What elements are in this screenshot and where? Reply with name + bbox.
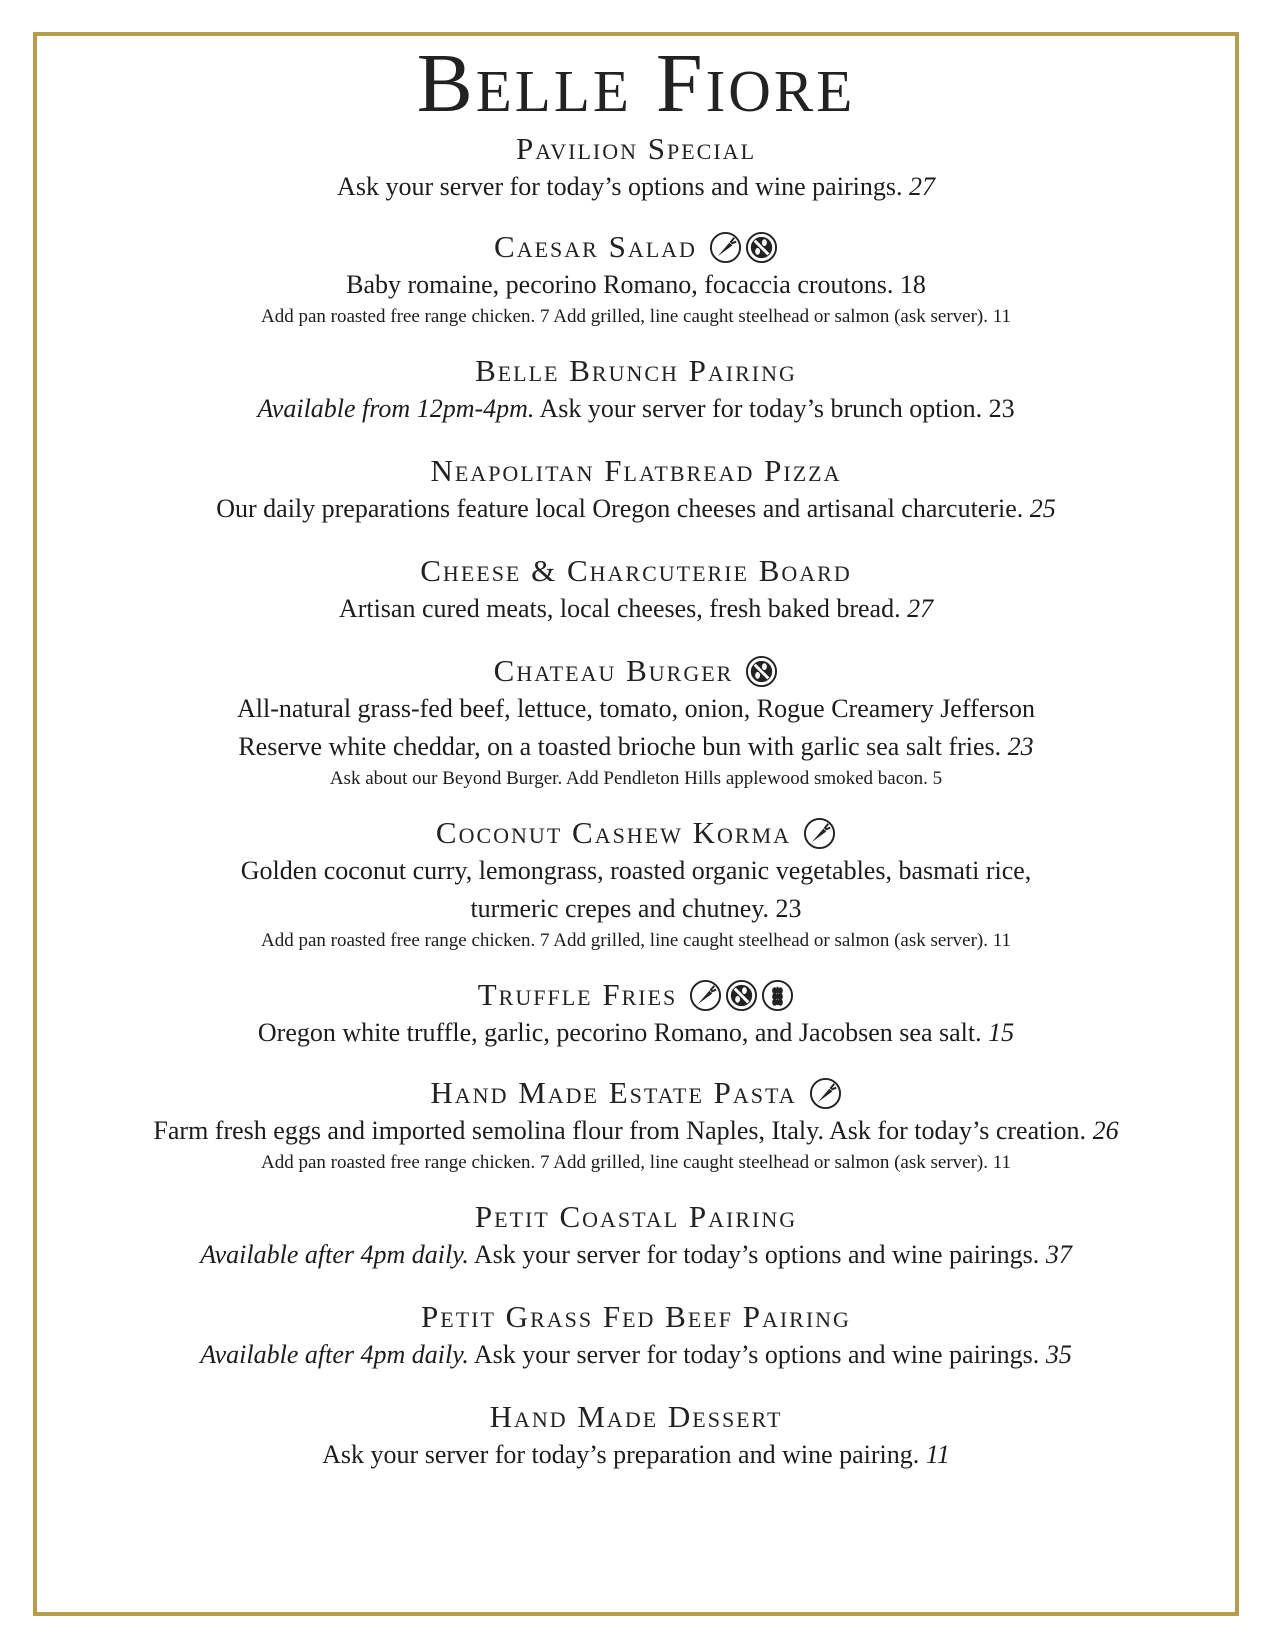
vegan-icon: [761, 979, 794, 1012]
item-description: All-natural grass-fed beef, lettuce, tomato, onion, Rogue Creamery Jefferson: [236, 694, 1036, 723]
menu-item-chateau-burger: [37, 652, 1235, 792]
vegetarian-icon: [709, 231, 742, 264]
item-availability: Available from 12pm-4pm.: [257, 394, 535, 423]
item-title: Petit Coastal Pairing: [474, 1199, 798, 1234]
item-title: Caesar Salad: [494, 229, 697, 264]
item-title: Coconut Cashew Korma: [435, 815, 792, 850]
item-price: 11: [925, 1440, 950, 1469]
menu-item-pavilion-special: [37, 130, 1235, 206]
gluten-free-icon: [745, 655, 778, 688]
gluten-free-icon: [745, 231, 778, 264]
item-description: Ask your server for today’s preparation and wine pairing.: [322, 1440, 920, 1469]
item-availability: Available after 4pm daily.: [200, 1340, 469, 1369]
item-title: Pavilion Special: [515, 131, 757, 166]
item-title: Hand Made Dessert: [489, 1399, 783, 1434]
item-description: Our daily preparations feature local Oregon cheeses and artisanal charcuterie.: [216, 494, 1024, 523]
item-title: Hand Made Estate Pasta: [430, 1075, 797, 1110]
item-title: Chateau Burger: [493, 653, 734, 688]
menu-item-truffle-fries: [37, 976, 1235, 1052]
item-description: Baby romaine, pecorino Romano, focaccia croutons. 18: [346, 270, 926, 299]
menu-item-coconut-cashew-korma: [37, 814, 1235, 954]
menu-item-caesar-salad: [37, 228, 1235, 330]
item-price: 15: [988, 1018, 1015, 1047]
item-price: 23: [1007, 732, 1034, 761]
vegetarian-icon: [809, 1077, 842, 1110]
menu-item-petit-grass-fed-beef-pairing: [37, 1298, 1235, 1374]
item-note: Add pan roasted free range chicken. 7 Add grilled, line caught steelhead or salmon (ask server). 11: [260, 930, 1012, 951]
item-title: Belle Brunch Pairing: [475, 353, 797, 388]
menu-page: [37, 36, 1235, 1474]
menu-item-hand-made-dessert: [37, 1398, 1235, 1474]
item-price: 25: [1029, 494, 1056, 523]
item-description: Ask your server for today’s options and wine pairings.: [473, 1340, 1040, 1369]
item-title: Neapolitan Flatbread Pizza: [430, 453, 842, 488]
item-title: Cheese & Charcuterie Board: [420, 553, 852, 588]
item-availability: Available after 4pm daily.: [200, 1240, 469, 1269]
item-description: Farm fresh eggs and imported semolina flour from Naples, Italy. Ask for today’s creation.: [153, 1116, 1087, 1145]
gluten-free-icon: [725, 979, 758, 1012]
restaurant-name: Belle Fiore: [416, 37, 856, 130]
item-description: Ask your server for today’s brunch option. 23: [539, 394, 1015, 423]
item-title: Petit Grass Fed Beef Pairing: [421, 1299, 851, 1334]
item-note: Add pan roasted free range chicken. 7 Add grilled, line caught steelhead or salmon (ask server). 11: [260, 1152, 1012, 1173]
item-note: Add pan roasted free range chicken. 7 Add grilled, line caught steelhead or salmon (ask server). 11: [260, 306, 1012, 327]
menu-item-neapolitan-flatbread-pizza: [37, 452, 1235, 528]
menu-item-hand-made-estate-pasta: [37, 1074, 1235, 1176]
item-note: Ask about our Beyond Burger. Add Pendleton Hills applewood smoked bacon. 5: [329, 768, 943, 789]
item-price: 26: [1092, 1116, 1119, 1145]
item-title: Truffle Fries: [477, 977, 678, 1012]
item-description: Ask your server for today’s options and wine pairings.: [473, 1240, 1040, 1269]
vegetarian-icon: [803, 817, 836, 850]
menu-item-belle-brunch-pairing: [37, 352, 1235, 428]
item-description-cont: turmeric crepes and chutney. 23: [470, 894, 802, 923]
item-description: Artisan cured meats, local cheeses, fresh baked bread.: [338, 594, 901, 623]
menu-item-cheese-charcuterie-board: [37, 552, 1235, 628]
item-description: Ask your server for today’s options and wine pairings.: [337, 172, 903, 201]
item-price: 35: [1045, 1340, 1072, 1369]
item-price: 37: [1045, 1240, 1072, 1269]
vegetarian-icon: [689, 979, 722, 1012]
menu-item-petit-coastal-pairing: [37, 1198, 1235, 1274]
item-description-cont: Reserve white cheddar, on a toasted brioche bun with garlic sea salt fries.: [238, 732, 1002, 761]
item-description: Golden coconut curry, lemongrass, roasted organic vegetables, basmati rice,: [240, 856, 1032, 885]
item-description: Oregon white truffle, garlic, pecorino Romano, and Jacobsen sea salt.: [257, 1018, 982, 1047]
item-price: 27: [908, 172, 935, 201]
item-price: 27: [907, 594, 934, 623]
